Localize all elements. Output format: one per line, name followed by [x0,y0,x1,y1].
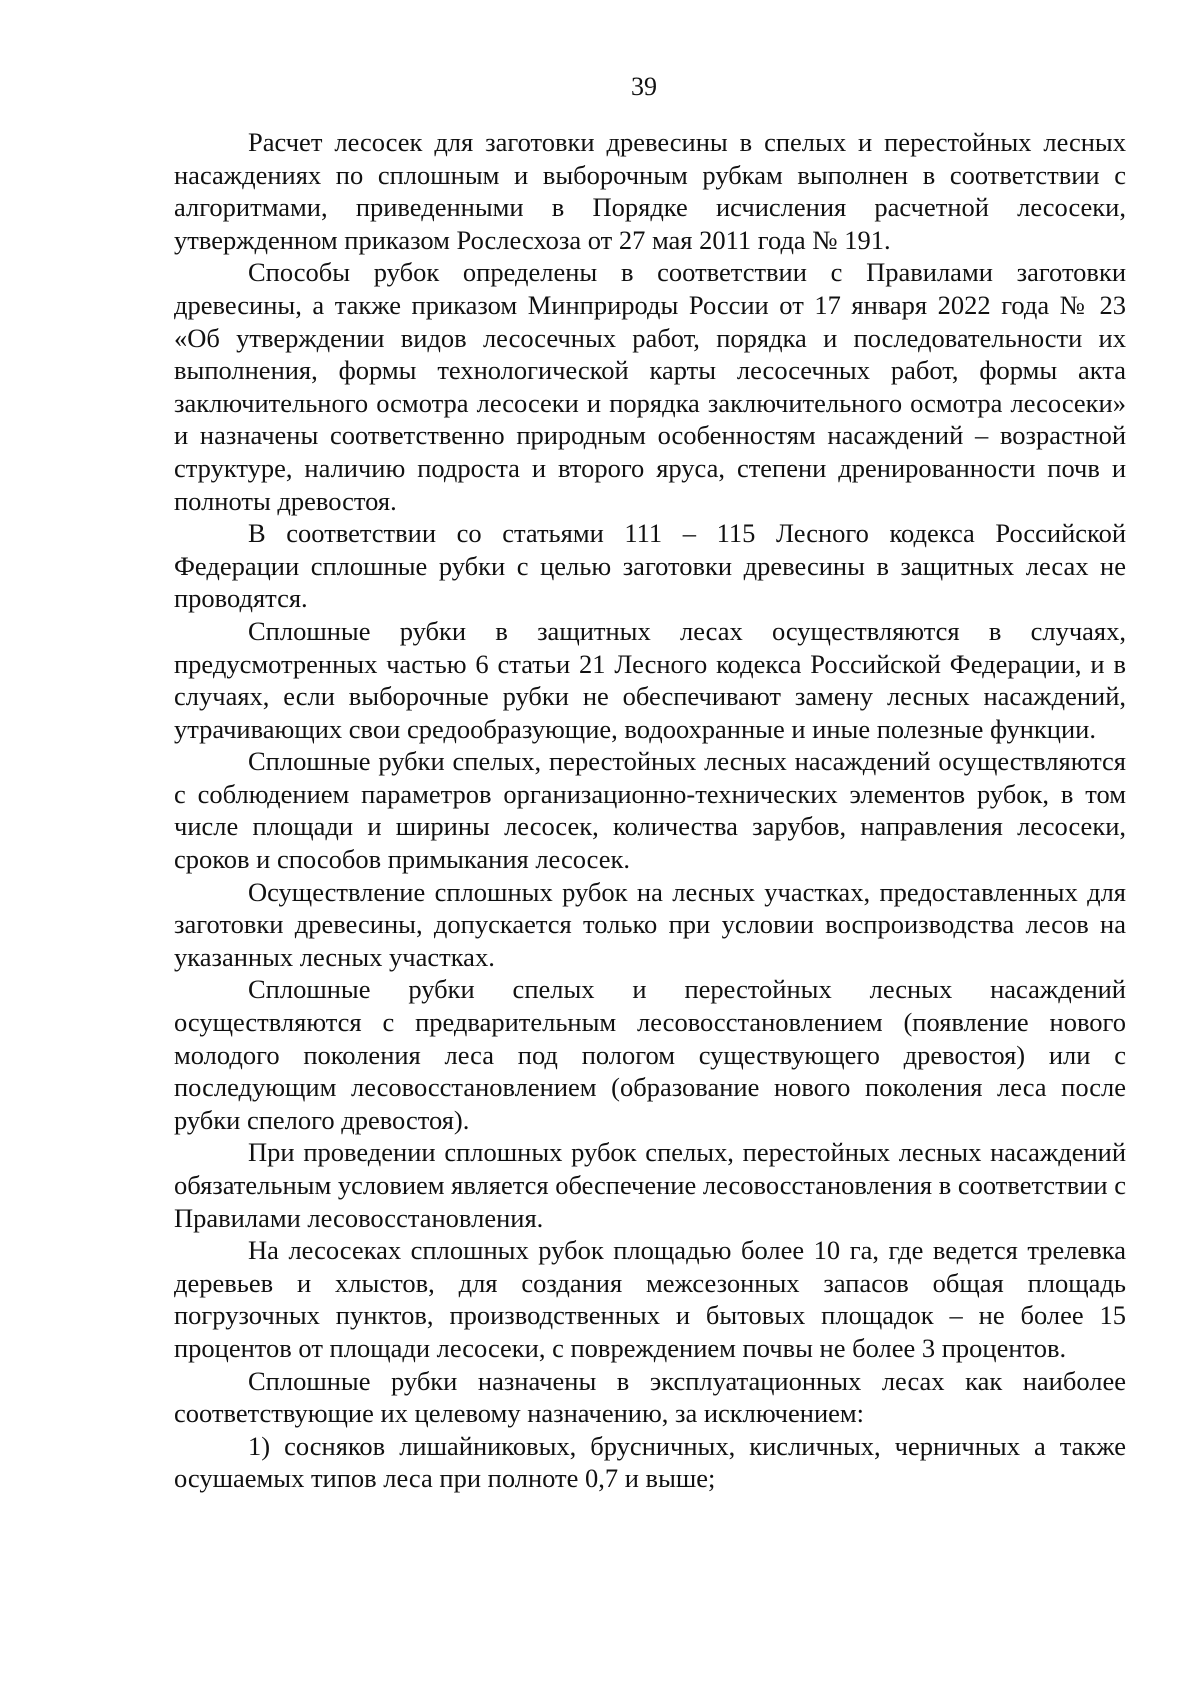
paragraph-4: Сплошные рубки в защитных лесах осуществляются в случаях, предусмотренных частью 6 статьи 21 Лесного кодекса Российской Федерации, и в случаях, если выборочные рубки не обеспечивают замену лесных насаждений, утрачивающих свои средообразующие, водоохранные и иные полезные функции. [174,615,1126,744]
paragraph-5: Сплошные рубки спелых, перестойных лесных насаждений осуществляются с соблюдением параметров организационно-технических элементов рубок, в том числе площади и ширины лесосек, количества зарубов, направления лесосеки, сроков и способов примыкания лесосек. [174,746,1126,875]
paragraph-1: Расчет лесосек для заготовки древесины в спелых и перестойных лесных насаждениях по сплошным и выборочным рубкам выполнен в соответствии с алгоритмами, приведенными в Порядке исчисления расчетной лесосеки, утвержденном приказом Рослесхоза от 27 мая 2011 года № 191. [174,127,1126,255]
list-item-1: 1) сосняков лишайниковых, брусничных, кисличных, черничных а также осушаемых типов леса при полноте 0,7 и выше; [174,1430,1126,1494]
paragraph-6: Осуществление сплошных рубок на лесных участках, предоставленных для заготовки древесины, допускается только при условии воспроизводства лесов на указанных лесных участках. [174,876,1126,972]
paragraph-7: Сплошные рубки спелых и перестойных лесных насаждений осуществляются с предварительным лесовосстановлением (появление нового молодого поколения леса под пологом существующего древостоя) или с последующим лесовосстановлением (образование нового поколения леса после рубки спелого древостоя). [174,974,1126,1135]
paragraph-8: При проведении сплошных рубок спелых, перестойных лесных насаждений обязательным условием является обеспечение лесовосстановления в соответствии с Правилами лесовосстановления. [174,1137,1126,1233]
paragraph-3: В соответствии со статьями 111 – 115 Лесного кодекса Российской Федерации сплошные рубки с целью заготовки древесины в защитных лесах не проводятся. [174,518,1126,614]
paragraph-2: Способы рубок определены в соответствии с Правилами заготовки древесины, а также приказом Минприроды России от 17 января 2022 года № 23 «Об утверждении видов лесосечных работ, порядка и последовательности их выполнения, формы технологической карты лесосечных работ, формы акта заключительного осмотра лесосеки и порядка заключительного осмотра лесосеки» и назначены соответственно природным особенностям насаждений – возрастной структуре, наличию подроста и второго яруса, степени дренированности почв и полноты древостоя. [174,257,1126,516]
page-number: 39 [631,72,657,101]
paragraph-10: Сплошные рубки назначены в эксплуатационных лесах как наиболее соответствующие их целевому назначению, за исключением: [174,1365,1126,1429]
paragraph-9: На лесосеках сплошных рубок площадью более 10 га, где ведется трелевка деревьев и хлыстов, для создания межсезонных запасов общая площадь погрузочных пунктов, производственных и бытовых площадок – не более 15 процентов от площади лесосеки, с повреждением почвы не более 3 процентов. [174,1235,1126,1363]
document-body [174,126,1126,1495]
